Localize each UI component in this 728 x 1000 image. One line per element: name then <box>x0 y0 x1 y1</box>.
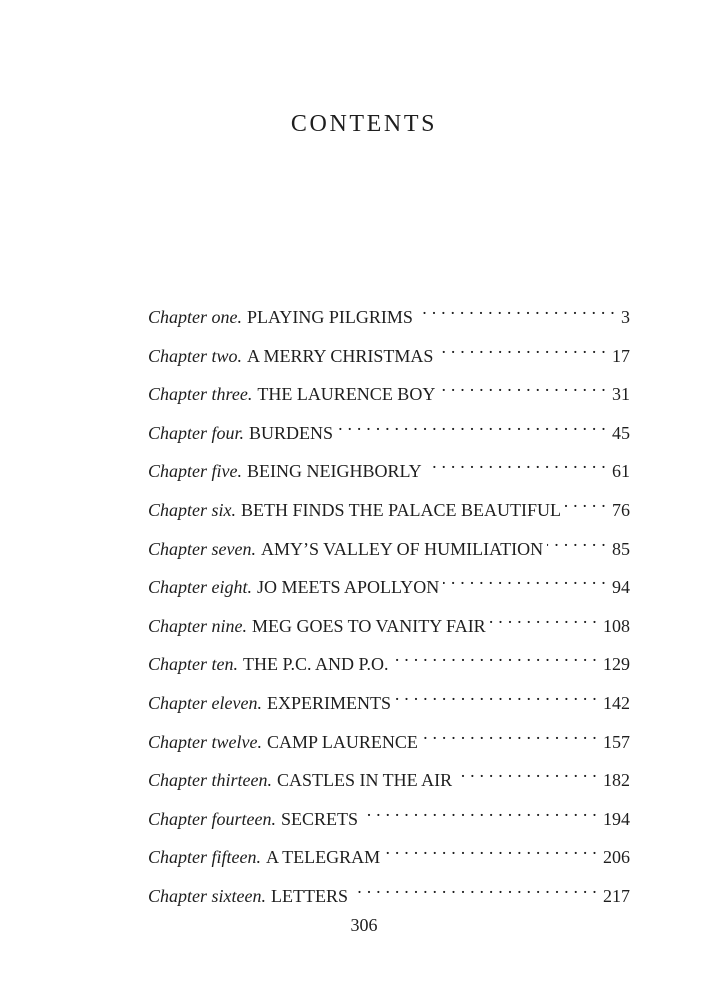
chapter-title: THE P.C. AND P.O. <box>243 654 389 675</box>
dot-leader <box>456 756 597 786</box>
toc-entry[interactable] <box>148 332 630 371</box>
dot-leader <box>439 370 606 400</box>
chapter-title: CASTLES IN THE AIR <box>277 770 453 791</box>
chapter-page: 142 <box>603 692 630 713</box>
chapter-number: Chapter fourteen. <box>148 808 276 829</box>
table-of-contents <box>148 293 630 911</box>
chapter-number: Chapter ten. <box>148 654 238 675</box>
chapter-title: A MERRY CHRISTMAS <box>247 345 434 366</box>
chapter-number: Chapter five. <box>148 461 242 482</box>
dot-leader <box>417 293 615 323</box>
toc-entry[interactable] <box>148 525 630 564</box>
dot-leader <box>337 409 606 439</box>
toc-entry[interactable] <box>148 795 630 834</box>
chapter-number: Chapter eight. <box>148 577 252 598</box>
chapter-number: Chapter seven. <box>148 538 256 559</box>
chapter-page: 206 <box>603 847 630 868</box>
dot-leader <box>362 795 597 825</box>
chapter-page: 31 <box>612 384 630 405</box>
dot-leader <box>352 872 597 902</box>
chapter-page: 3 <box>621 307 630 327</box>
dot-leader <box>565 486 606 516</box>
chapter-title: JO MEETS APOLLYON <box>257 577 440 598</box>
chapter-page: 217 <box>603 885 630 906</box>
chapter-page: 108 <box>603 615 630 636</box>
chapter-number: Chapter fifteen. <box>148 847 261 868</box>
dot-leader <box>443 563 606 593</box>
chapter-number: Chapter four. <box>148 422 245 443</box>
chapter-number: Chapter eleven. <box>148 692 262 713</box>
toc-entry[interactable] <box>148 370 630 409</box>
chapter-page: 17 <box>612 345 630 366</box>
chapter-page: 76 <box>612 499 630 520</box>
chapter-page: 85 <box>612 538 630 559</box>
toc-entry[interactable] <box>148 640 630 679</box>
chapter-title: BEING NEIGHBORLY <box>246 461 422 482</box>
chapter-title: AMY’S VALLEY OF HUMILIATION <box>260 538 544 559</box>
dot-leader <box>426 447 606 477</box>
chapter-title: EXPERIMENTS <box>266 692 391 713</box>
chapter-page: 61 <box>612 461 630 482</box>
chapter-number: Chapter two. <box>148 345 243 366</box>
dot-leader <box>490 602 597 632</box>
dot-leader <box>384 833 597 863</box>
chapter-number: Chapter nine. <box>148 615 247 636</box>
toc-entry[interactable] <box>148 409 630 448</box>
chapter-number: Chapter sixteen. <box>148 885 266 906</box>
chapter-title: LETTERS <box>270 885 348 906</box>
chapter-page: 182 <box>603 770 630 791</box>
chapter-page: 94 <box>612 577 630 598</box>
chapter-title: A TELEGRAM <box>265 847 381 868</box>
chapter-number: Chapter one. <box>148 307 242 327</box>
chapter-number: Chapter twelve. <box>148 731 262 752</box>
chapter-title: SECRETS <box>281 808 359 829</box>
toc-entry[interactable] <box>148 293 630 332</box>
dot-leader <box>547 525 606 555</box>
chapter-title: CAMP LAURENCE <box>266 731 418 752</box>
toc-entry[interactable] <box>148 833 630 872</box>
page-number: 306 <box>350 915 378 935</box>
chapter-page: 194 <box>603 808 630 829</box>
dot-leader <box>393 640 597 670</box>
chapter-title: BURDENS <box>249 422 334 443</box>
chapter-title: BETH FINDS THE PALACE BEAUTIFUL <box>241 499 562 520</box>
toc-entry[interactable] <box>148 447 630 486</box>
chapter-number: Chapter thirteen. <box>148 770 272 791</box>
contents-heading: CONTENTS <box>290 111 438 137</box>
chapter-title: THE LAURENCE BOY <box>257 384 436 405</box>
toc-entry[interactable] <box>148 563 630 602</box>
chapter-title: PLAYING PILGRIMS <box>247 307 413 327</box>
chapter-title: MEG GOES TO VANITY FAIR <box>252 615 486 636</box>
toc-entry[interactable] <box>148 602 630 641</box>
dot-leader <box>437 332 606 362</box>
toc-entry[interactable] <box>148 756 630 795</box>
chapter-number: Chapter three. <box>148 384 253 405</box>
chapter-page: 129 <box>603 654 630 675</box>
toc-entry[interactable] <box>148 718 630 757</box>
chapter-page: 45 <box>612 422 630 443</box>
dot-leader <box>395 679 597 709</box>
dot-leader <box>422 718 597 748</box>
toc-entry[interactable] <box>148 679 630 718</box>
chapter-page: 157 <box>603 731 630 752</box>
chapter-number: Chapter six. <box>148 499 236 520</box>
toc-entry[interactable] <box>148 486 630 525</box>
toc-entry[interactable] <box>148 872 630 911</box>
